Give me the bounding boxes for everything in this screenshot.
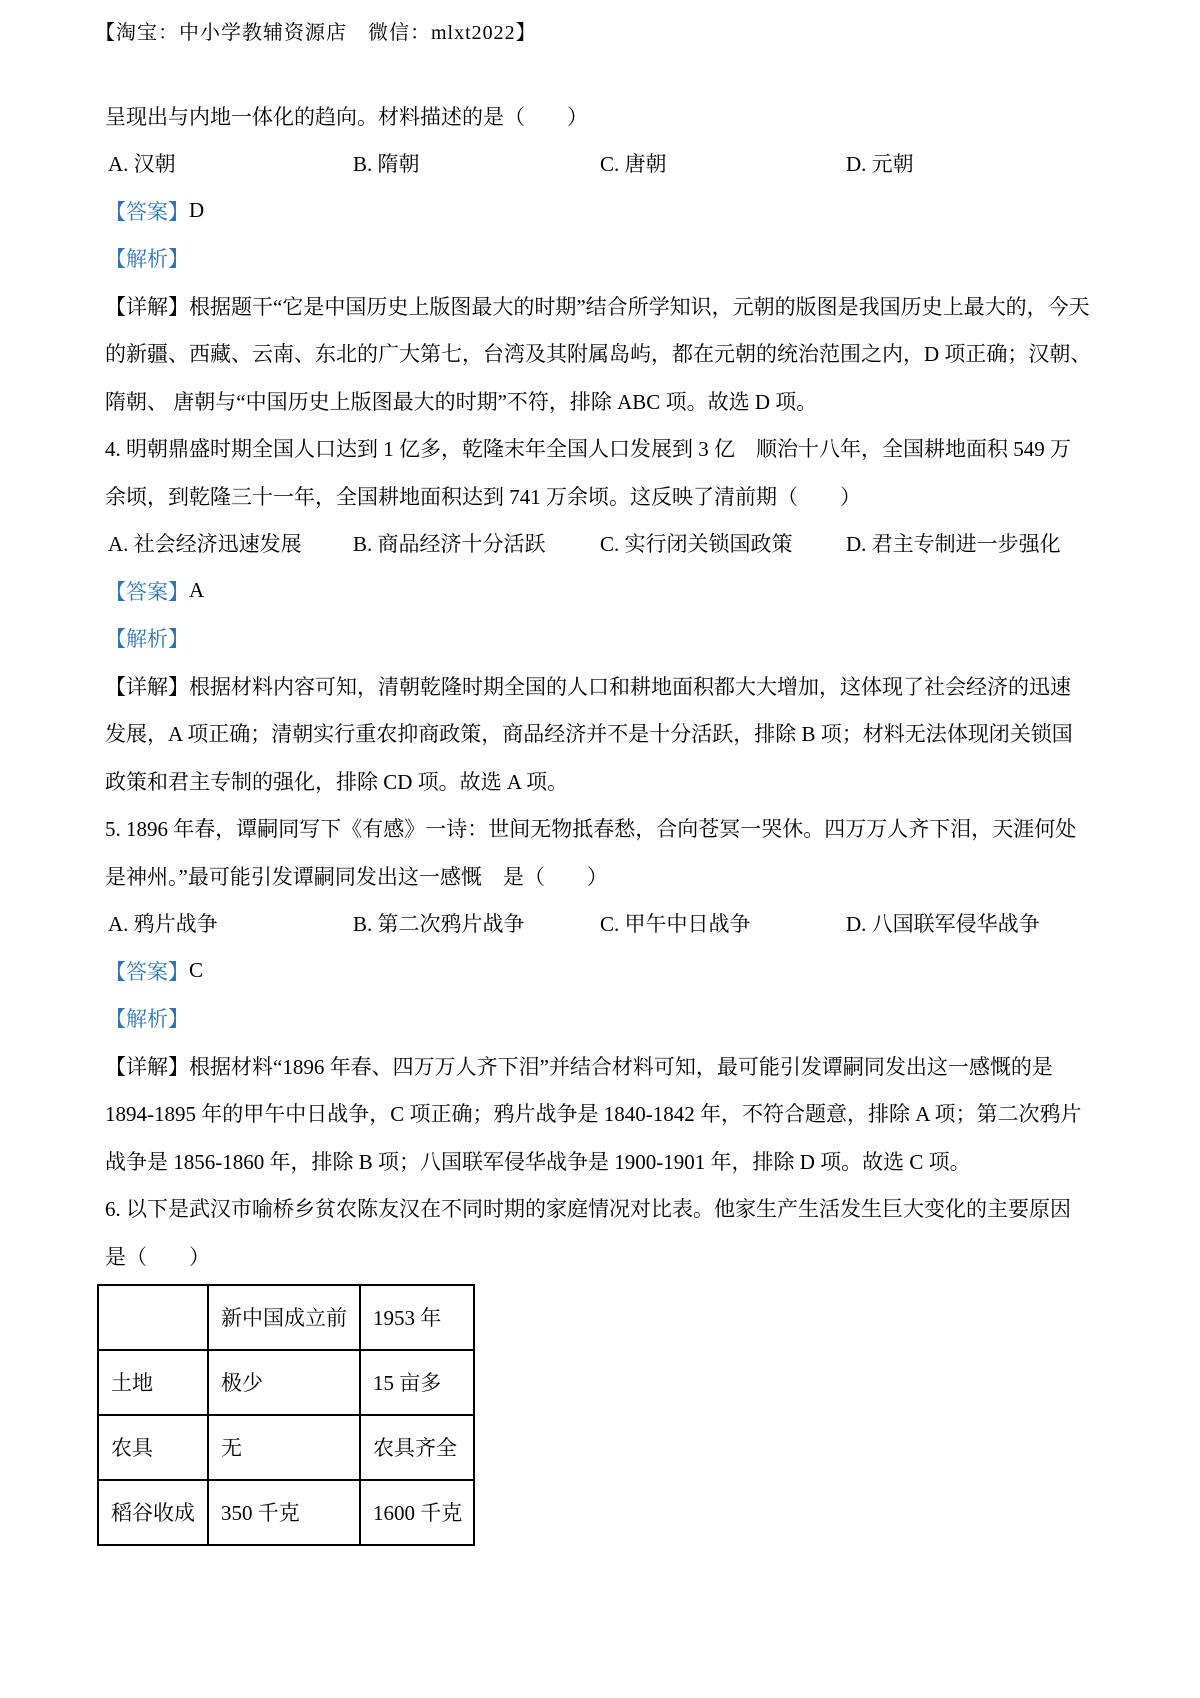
- store-watermark: 【淘宝：中小学教辅资源店 微信：mlxt2022】: [95, 22, 537, 44]
- analysis-label: 【解析】: [105, 1007, 189, 1032]
- option-b: B. 第二次鸦片战争: [353, 912, 525, 937]
- question-3-options: [105, 140, 1115, 188]
- table-cell: 土地: [98, 1350, 208, 1415]
- table-cell: [98, 1285, 208, 1350]
- table-cell: 农具: [98, 1415, 208, 1480]
- question-6-stem-line: 6. 以下是武汉市喻桥乡贫农陈友汉在不同时期的家庭情况对比表。他家生产生活发生巨大变化的主要原因: [105, 1197, 1071, 1222]
- table-cell: 15 亩多: [360, 1350, 474, 1415]
- table-cell: 稻谷收成: [98, 1480, 208, 1545]
- question-5-detail-line: 1894-1895 年的甲午中日战争，C 项正确；鸦片战争是 1840-1842 年，不符合题意，排除 A 项；第二次鸦片: [105, 1102, 1082, 1127]
- option-c: C. 唐朝: [600, 152, 667, 177]
- answer-value: D: [189, 198, 205, 223]
- question-5-detail-line: 【详解】根据材料“1896 年春、四万万人齐下泪”并结合材料可知，最可能引发谭嗣同发出这一感慨的是: [105, 1054, 1053, 1079]
- table-row: [98, 1350, 474, 1415]
- option-a: A. 汉朝: [108, 152, 176, 177]
- answer-value: A: [189, 578, 205, 603]
- option-d: D. 八国联军侵华战争: [846, 912, 1040, 937]
- table-cell: 1953 年: [360, 1285, 474, 1350]
- question-5-stem-line: 是神州。”最可能引发谭嗣同发出这一感慨 是（ ）: [105, 864, 608, 889]
- table-cell: 350 千克: [208, 1480, 360, 1545]
- question-4-analysis-line: [105, 615, 1115, 663]
- answer-label: 【答案】: [105, 959, 189, 984]
- option-d: D. 君主专制进一步强化: [846, 532, 1061, 557]
- question-3-detail-line: 的新疆、西藏、云南、东北的广大第七，台湾及其附属岛屿，都在元朝的统治范围之内，D 项正确；汉朝、: [105, 342, 1092, 367]
- question-3-detail-line: 隋朝、 唐朝与“中国历史上版图最大的时期”不符，排除 ABC 项。故选 D 项。: [105, 389, 818, 414]
- question-3-answer-line: [105, 187, 1115, 235]
- answer-value: C: [189, 958, 204, 983]
- question-4-detail-line: 【详解】根据材料内容可知，清朝乾隆时期全国的人口和耕地面积都大大增加，这体现了社会经济的迅速: [105, 674, 1071, 699]
- table-row: [98, 1480, 474, 1545]
- answer-label: 【答案】: [105, 579, 189, 604]
- option-b: B. 商品经济十分活跃: [353, 532, 546, 557]
- question-3-stem-continuation: 呈现出与内地一体化的趋向。材料描述的是（ ）: [105, 104, 588, 129]
- question-6-stem-line: 是（ ）: [105, 1244, 210, 1269]
- table-cell: 新中国成立前: [208, 1285, 360, 1350]
- option-b: B. 隋朝: [353, 152, 420, 177]
- option-c: C. 甲午中日战争: [600, 912, 751, 937]
- analysis-label: 【解析】: [105, 627, 189, 652]
- question-5-answer-line: [105, 947, 1115, 995]
- analysis-label: 【解析】: [105, 247, 189, 272]
- option-a: A. 社会经济迅速发展: [108, 532, 302, 557]
- table-cell: 极少: [208, 1350, 360, 1415]
- question-3-analysis-line: [105, 235, 1115, 283]
- question-5-stem-line: 5. 1896 年春，谭嗣同写下《有感》一诗：世间无物抵春愁，合向苍冥一哭休。四万万人齐下泪，天涯何处: [105, 817, 1077, 842]
- answer-label: 【答案】: [105, 199, 189, 224]
- table-cell: 无: [208, 1415, 360, 1480]
- question-4-stem-line: 余顷，到乾隆三十一年，全国耕地面积达到 741 万余顷。这反映了清前期（ ）: [105, 484, 861, 509]
- question-4-detail-line: 发展，A 项正确；清朝实行重农抑商政策，商品经济并不是十分活跃，排除 B 项；材料无法体现闭关锁国: [105, 722, 1073, 747]
- question-4-detail-line: 政策和君主专制的强化，排除 CD 项。故选 A 项。: [105, 769, 569, 794]
- table-cell: 1600 千克: [360, 1480, 474, 1545]
- table-header-row: [98, 1285, 474, 1350]
- table-cell: 农具齐全: [360, 1415, 474, 1480]
- question-5-analysis-line: [105, 995, 1115, 1043]
- document-body: [105, 0, 1115, 1546]
- question-5-options: [105, 900, 1115, 948]
- option-d: D. 元朝: [846, 152, 914, 177]
- question-4-stem-line: 4. 明朝鼎盛时期全国人口达到 1 亿多，乾隆末年全国人口发展到 3 亿 顺治十八年，全国耕地面积 549 万: [105, 437, 1071, 462]
- question-4-answer-line: [105, 567, 1115, 615]
- table-row: [98, 1415, 474, 1480]
- option-a: A. 鸦片战争: [108, 912, 218, 937]
- question-3-detail-line: 【详解】根据题干“它是中国历史上版图最大的时期”结合所学知识，元朝的版图是我国历史上最大的，今天: [105, 294, 1090, 319]
- family-comparison-table: [97, 1284, 475, 1546]
- question-5-detail-line: 战争是 1856-1860 年，排除 B 项；八国联军侵华战争是 1900-1901 年，排除 D 项。故选 C 项。: [105, 1149, 971, 1174]
- question-4-options: [105, 520, 1115, 568]
- option-c: C. 实行闭关锁国政策: [600, 532, 793, 557]
